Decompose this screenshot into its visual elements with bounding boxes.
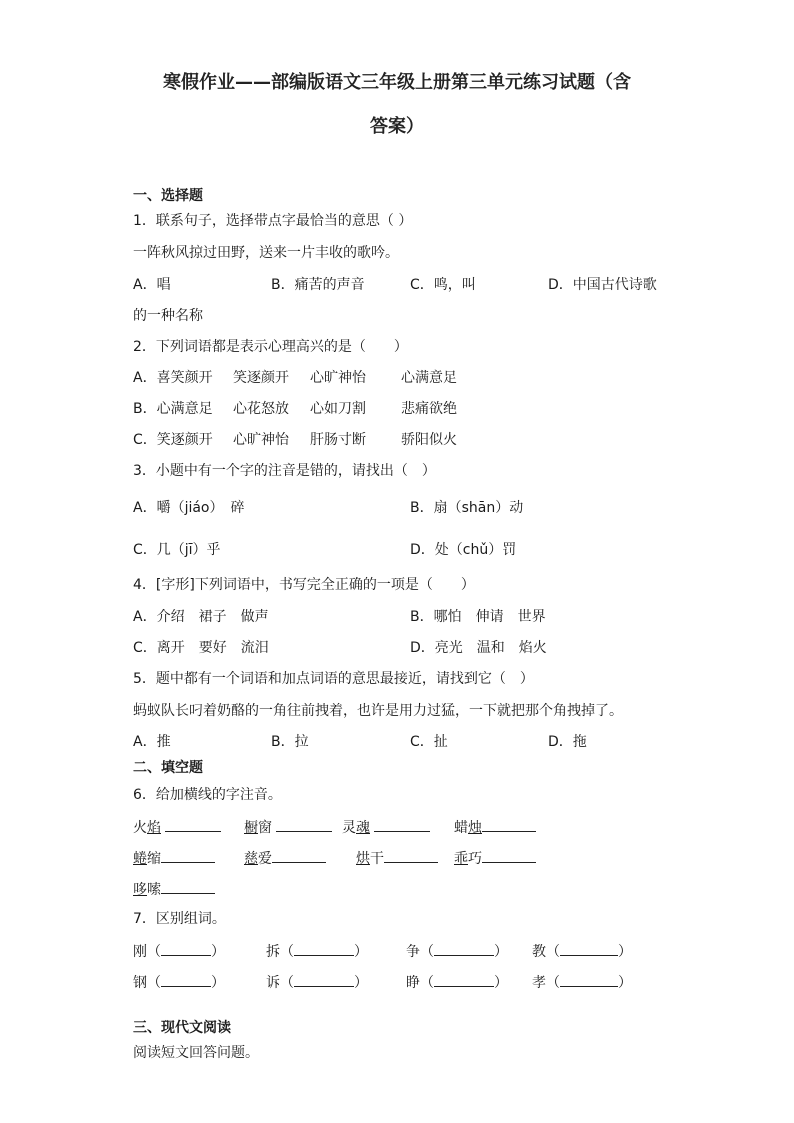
- q6-item-post: 爱: [258, 851, 272, 867]
- q5-option-a: A．推: [133, 734, 171, 750]
- q6-item: [454, 848, 536, 868]
- q5-option-d: D．拖: [548, 734, 587, 750]
- q6-item-underlined: 橱: [244, 820, 258, 836]
- q7-char: 拆: [266, 944, 280, 960]
- q1-option-d: D．中国古代诗歌: [548, 277, 657, 293]
- q2-option-c-w2: 心旷神怡: [233, 432, 289, 448]
- q6-item-underlined: 魂: [356, 820, 370, 836]
- q6-answer-blank[interactable]: [161, 848, 215, 863]
- q4-option-b: B．哪怕 伸请 世界: [410, 609, 546, 625]
- q6-item-underlined: 焰: [147, 820, 161, 836]
- q6-item-post: 干: [370, 851, 384, 867]
- q2-option-a-w3: 心旷神怡: [310, 370, 366, 386]
- q6-item-post: 嗦: [147, 882, 161, 898]
- q4-stem: 4．[字形]下列词语中，书写完全正确的一项是（ ）: [133, 577, 475, 593]
- q6-answer-blank[interactable]: [165, 817, 221, 832]
- q6-stem: 6．给加横线的字注音。: [133, 787, 282, 803]
- q7-char: 诉: [266, 975, 280, 991]
- q7-item: 钢（ ）: [133, 972, 225, 992]
- q3-option-a: A．嚼（jiáo） 碎: [133, 500, 245, 516]
- q6-item-underlined: 慈: [244, 851, 258, 867]
- section3-heading: 三、现代文阅读: [133, 1020, 231, 1036]
- q7-answer-blank[interactable]: [560, 972, 618, 987]
- q2-option-b-w2: 心花怒放: [233, 401, 289, 417]
- q6-item-post: 缩: [147, 851, 161, 867]
- q7-answer-blank[interactable]: [294, 972, 354, 987]
- q7-char: 孝: [532, 975, 546, 991]
- q7-item: 睁（ ）: [406, 972, 508, 992]
- q6-item-underlined: 烘: [356, 851, 370, 867]
- q7-char: 争: [406, 944, 420, 960]
- q7-answer-blank[interactable]: [434, 941, 494, 956]
- q4-option-a: A．介绍 裙子 做声: [133, 609, 269, 625]
- q6-item-pre: 蜡: [454, 820, 468, 836]
- q7-answer-blank[interactable]: [161, 941, 211, 956]
- q5-option-b: B．拉: [271, 734, 309, 750]
- q6-answer-blank[interactable]: [482, 817, 536, 832]
- q7-answer-blank[interactable]: [161, 972, 211, 987]
- q6-item-underlined: 乖: [454, 851, 468, 867]
- q1-sentence: 一阵秋风掠过田野，送来一片丰收的歌吟。: [133, 245, 399, 261]
- section2-heading: 二、填空题: [133, 760, 203, 776]
- q6-item-underlined: 烛: [468, 820, 482, 836]
- q3-stem: 3．小题中有一个字的注音是错的，请找出（ ）: [133, 463, 436, 479]
- q6-item-underlined: 蜷: [133, 851, 147, 867]
- q2-stem: 2．下列词语都是表示心理高兴的是（ ）: [133, 339, 408, 355]
- q2-option-a-w1: A．喜笑颜开: [133, 370, 213, 386]
- q4-option-d: D．亮光 温和 焰火: [410, 640, 547, 656]
- q7-char: 刚: [133, 944, 147, 960]
- q7-answer-blank[interactable]: [294, 941, 354, 956]
- q6-item: [133, 817, 221, 837]
- q6-item-underlined: 哆: [133, 882, 147, 898]
- q2-option-b-w3: 心如刀割: [310, 401, 366, 417]
- q5-option-c: C．扯: [410, 734, 448, 750]
- q6-item: [133, 879, 215, 899]
- q2-option-b-w4: 悲痛欲绝: [401, 401, 457, 417]
- page-title-line2: 答案）: [370, 116, 424, 137]
- q7-char: 睁: [406, 975, 420, 991]
- q6-item-post: 巧: [468, 851, 482, 867]
- page-title-line1: 寒假作业——部编版语文三年级上册第三单元练习试题（含: [163, 72, 631, 93]
- q6-answer-blank[interactable]: [161, 879, 215, 894]
- q7-item: 拆（ ）: [266, 941, 368, 961]
- q6-answer-blank[interactable]: [374, 817, 430, 832]
- q1-option-a: A．唱: [133, 277, 171, 293]
- q6-item: [342, 817, 430, 837]
- q6-answer-blank[interactable]: [276, 817, 332, 832]
- q7-item: 争（ ）: [406, 941, 508, 961]
- q1-option-c: C．鸣，叫: [410, 277, 476, 293]
- q6-item: [356, 848, 438, 868]
- q7-char: 钢: [133, 975, 147, 991]
- q7-item: 教（ ）: [532, 941, 632, 961]
- q7-item: 刚（ ）: [133, 941, 225, 961]
- q4-option-c: C．离开 要好 流汨: [133, 640, 269, 656]
- q5-stem: 5．题中都有一个词语和加点词语的意思最接近，请找到它（ ）: [133, 671, 534, 687]
- q7-item: 诉（ ）: [266, 972, 368, 992]
- q6-item: [244, 817, 332, 837]
- q2-option-c-w1: C．笑逐颜开: [133, 432, 213, 448]
- q7-answer-blank[interactable]: [434, 972, 494, 987]
- q6-answer-blank[interactable]: [272, 848, 326, 863]
- q2-option-c-w3: 肝肠寸断: [310, 432, 366, 448]
- q6-item: [244, 848, 326, 868]
- q7-answer-blank[interactable]: [560, 941, 618, 956]
- q6-item-pre: 灵: [342, 820, 356, 836]
- q3-option-d: D．处（chǔ）罚: [410, 542, 517, 558]
- section1-heading: 一、选择题: [133, 188, 203, 204]
- q6-answer-blank[interactable]: [482, 848, 536, 863]
- q1-stem: 1．联系句子，选择带点字最恰当的意思（ ）: [133, 213, 413, 229]
- q6-item: [133, 848, 215, 868]
- q6-answer-blank[interactable]: [384, 848, 438, 863]
- q2-option-a-w2: 笑逐颜开: [233, 370, 289, 386]
- q5-sentence: 蚂蚁队长叼着奶酪的一角往前拽着，也许是用力过猛，一下就把那个角拽掉了。: [133, 703, 623, 719]
- q3-option-b: B．扇（shān）动: [410, 500, 524, 516]
- q6-item-pre: 火: [133, 820, 147, 836]
- section3-intro: 阅读短文回答问题。: [133, 1045, 259, 1061]
- q6-item: [454, 817, 536, 837]
- q2-option-c-w4: 骄阳似火: [401, 432, 457, 448]
- q7-char: 教: [532, 944, 546, 960]
- q2-option-a-w4: 心满意足: [401, 370, 457, 386]
- q7-item: 孝（ ）: [532, 972, 632, 992]
- q1-option-d-cont: 的一种名称: [133, 308, 203, 324]
- q1-option-b: B．痛苦的声音: [271, 277, 365, 293]
- q6-item-post: 窗: [258, 820, 272, 836]
- q7-stem: 7．区别组词。: [133, 911, 226, 927]
- q2-option-b-w1: B．心满意足: [133, 401, 213, 417]
- q3-option-c: C．几（jī）乎: [133, 542, 221, 558]
